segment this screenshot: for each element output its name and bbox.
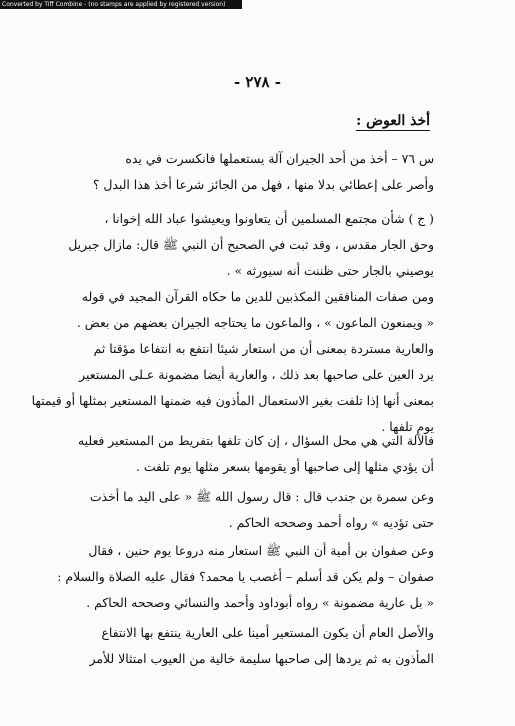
converter-banner: Converted by Tiff Combine - (no stamps are applied by registered version) [0,0,242,9]
question-paragraph [88,146,434,198]
body-paragraph [77,428,434,480]
text-line: وعن سمرة بن جندب قال : قال رسول الله ﷺ « على اليد ما أخذت [89,489,434,504]
section-heading: أخذ العوض : [356,113,430,129]
text-line: ( ج ) شأن مجتمع المسلمين أن يتعاونوا ويعيشوا عباد الله إخوانا ، [104,211,434,226]
text-line: والعارية مستردة بمعنى أن من استعار شيئا انتفع به انتفاعا مؤقتا ثم [93,341,434,356]
hadith-paragraph [57,538,434,616]
text-line: يوصيني بالجار حتى ظننت أنه سيورثه » . [226,263,434,278]
text-line: حتى تؤديه » رواه أحمد وصححه الحاكم . [228,515,434,530]
text-line: وأصر على إعطائي بدلا منها ، فهل من الجائز شرعا أخذ هذا البدل ؟ [92,177,434,192]
text-line: « بل عارية مضمونة » رواه أبوداود وأحمد والنسائي وصححه الحاكم . [86,595,434,610]
text-line: س ٧٦ – أخذ من أحد الجيران آلة يستعملها فانكسرت في يده [125,151,434,166]
body-paragraph [31,336,434,440]
text-line: وعن صفوان بن أمية أن النبي ﷺ استعار منه دروعا يوم حنين ، فقال [88,543,434,558]
text-line: يوم تلفها . [381,419,434,434]
body-paragraph [76,284,434,336]
text-line: أن يؤدي مثلها إلى صاحبها أو يقومها بسعر مثلها يوم تلفت . [135,459,434,474]
text-line: ومن صفات المنافقين المكذبين للدين ما حكاه القرآن المجيد في قوله [81,289,434,304]
page-number: - ٢٧٨ - [233,73,282,91]
text-line: وحق الجار مقدس ، وقد ثبت في الصحيح أن النبي ﷺ قال: مازال جبريل [68,237,434,252]
text-line: بمعنى أنها إذا تلفت بغير الاستعمال المأذون فيه ضمنها المستعير بمثلها أو قيمتها [31,393,434,408]
text-line: والأصل العام أن يكون المستعير أمينا على العارية ينتفع بها الانتفاع [101,625,434,640]
text-line: فالآلة التي هي محل السؤال ، إن كان تلفها بتفريط من المستعير فعليه [77,433,434,448]
answer-paragraph [68,206,434,284]
text-line: صفوان – ولم يكن قد أسلم – أغصب يا محمد؟ فقال عليه الصلاة والسلام : [57,569,434,584]
text-line: يرد العين على صاحبها بعد ذلك ، والعارية أيضا مضمونة عـلى المستعير [79,367,434,382]
hadith-paragraph [88,484,434,536]
text-line: « ويمنعون الماعون » ، والماعون ما يحتاجه الجيران بعضهم من بعض . [76,315,434,330]
text-line: المأذون به ثم يردها إلى صاحبها سليمة خالية من العيوب امتثالا للأمر [89,651,434,666]
body-paragraph [88,620,434,672]
